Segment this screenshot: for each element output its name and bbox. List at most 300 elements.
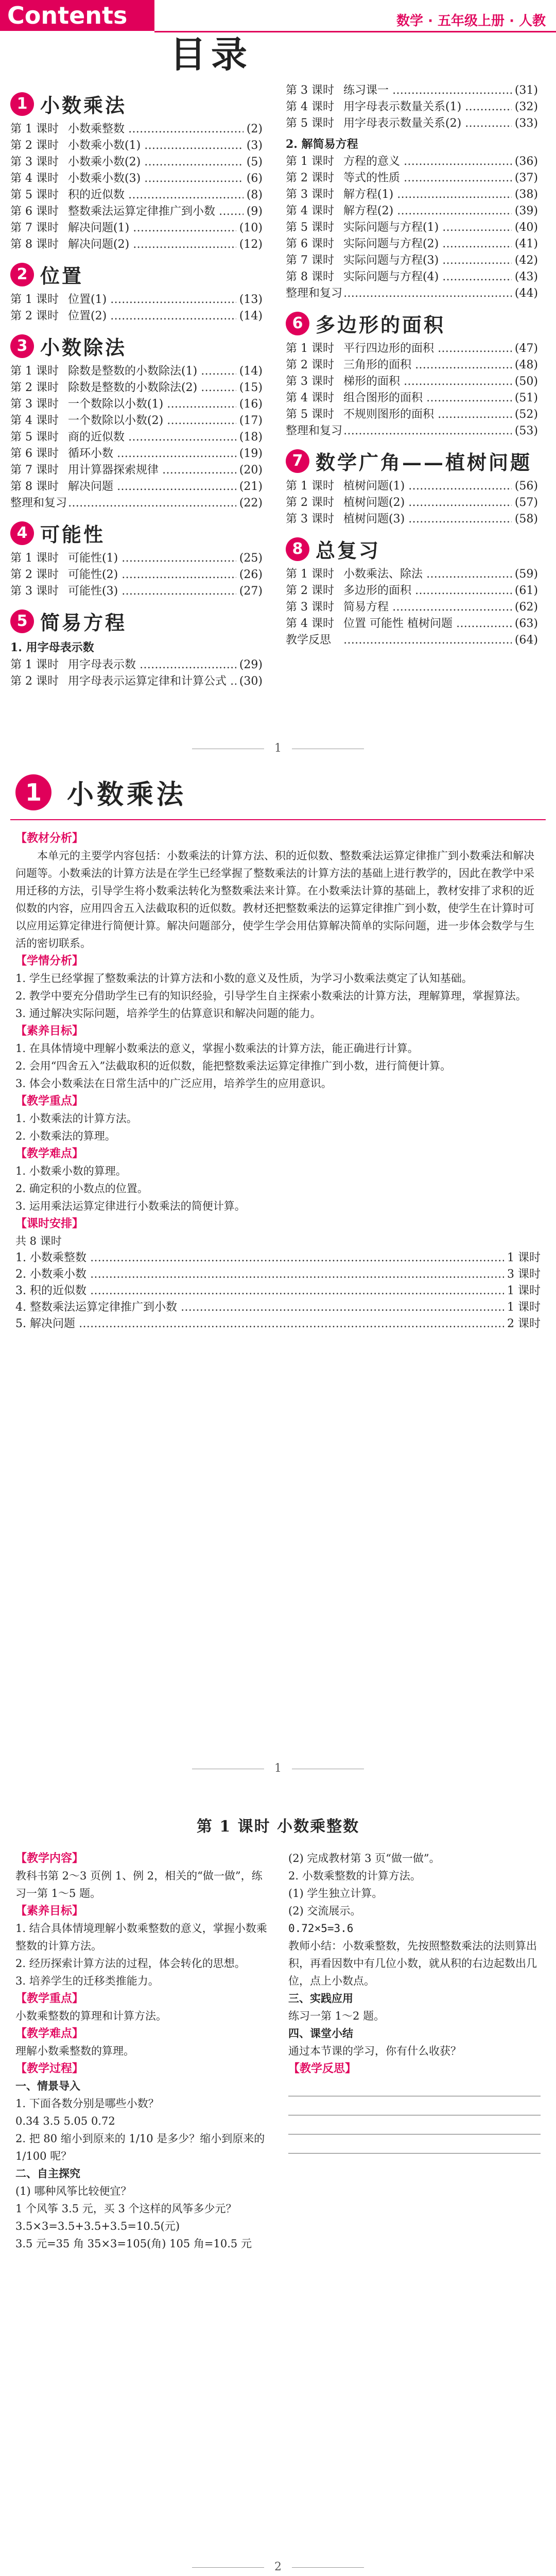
toc-page-number: (39) <box>514 205 538 217</box>
section-heading: 【教学内容】 <box>15 1852 84 1865</box>
unit-number: 7 <box>286 449 309 473</box>
paragraph: 1. 小数乘小数的算理。 <box>15 1165 127 1177</box>
toc-lesson-label: 第 1 课时 <box>10 365 59 378</box>
toc-lesson-label: 第 2 课时 <box>10 675 59 688</box>
toc-entry[interactable] <box>10 204 263 220</box>
schedule-row <box>15 1250 541 1266</box>
paragraph: 三、实践应用 <box>288 1992 353 2005</box>
toc-entry[interactable] <box>10 462 263 479</box>
toc-lesson-title: 商的近似数 …………………………………………………………………………………………………………………………… <box>68 429 236 446</box>
toc-lesson-label: 第 2 课时 <box>286 359 334 371</box>
toc-lesson-label: 第 4 课时 <box>10 414 59 427</box>
toc-page-number: (17) <box>239 414 263 427</box>
toc-lesson-title: 小数乘小数(1) …………………………………………………………………………………………………………………………… <box>68 138 244 154</box>
paragraph: 3.5 元=35 角 35×3=105(角) 105 角=10.5 元 <box>15 2238 252 2250</box>
schedule-hours: 1 课时 <box>507 1301 541 1314</box>
toc-lesson-title: 梯形的面积 …………………………………………………………………………………………………………………………… <box>343 374 512 390</box>
toc-unit <box>10 260 263 289</box>
toc-page-number: (9) <box>246 205 263 218</box>
toc-lesson-label: 第 3 课时 <box>286 601 334 614</box>
paragraph: 2. 把 80 缩小到原来的 1/10 是多少？缩小到原来的 1/100 呢？ <box>15 2132 265 2162</box>
toc-page-number: (44) <box>514 287 538 300</box>
toc-lesson-title: 植树问题(2) …………………………………………………………………………………………………………………………… <box>343 495 512 511</box>
schedule-topic: 4. 整数乘法运算定律推广到小数 …………………………………………………………………………………………………………………………… <box>15 1299 504 1316</box>
toc-entry[interactable] <box>286 423 538 439</box>
toc-entry[interactable] <box>10 121 263 138</box>
toc-lesson-label: 整理和复习 <box>286 287 343 300</box>
toc-page-number: (13) <box>239 293 263 306</box>
toc-lesson-label: 第 6 课时 <box>10 205 59 218</box>
unit-number: 5 <box>10 609 34 633</box>
toc-entry[interactable] <box>286 115 538 132</box>
unit-number: 1 <box>10 92 34 116</box>
schedule-topic: 5. 解决问题 …………………………………………………………………………………………………………………………… <box>15 1316 504 1332</box>
toc-page-number: (5) <box>246 156 263 168</box>
unit-title: 数学广角——植树问题 <box>316 451 532 474</box>
toc-right-column <box>286 82 538 649</box>
unit-title: 小数乘法 <box>40 94 127 117</box>
toc-lesson-title <box>68 495 236 512</box>
toc-entry[interactable] <box>286 599 538 616</box>
toc-entry[interactable] <box>286 82 538 99</box>
toc-lesson-title: 可能性(3) …………………………………………………………………………………………………………………………… <box>68 583 236 600</box>
toc-page-number: (53) <box>514 425 538 437</box>
toc-entry[interactable] <box>10 673 263 690</box>
unit-title: 简易方程 <box>40 611 127 634</box>
toc-lesson-label: 教学反思 <box>286 634 332 647</box>
toc-entry[interactable] <box>286 252 538 269</box>
section-heading: 【学情分析】 <box>15 954 84 968</box>
toc-entry[interactable] <box>286 341 538 357</box>
section-heading: 【教学过程】 <box>15 2062 84 2075</box>
toc-entry[interactable] <box>286 99 538 115</box>
paragraph: 理解小数乘整数的算理。 <box>15 2045 134 2057</box>
toc-lesson-title: 多边形的面积 …………………………………………………………………………………………………………………………… <box>343 583 512 599</box>
section-heading: 【教学难点】 <box>15 2027 84 2040</box>
toc-lesson-label: 第 3 课时 <box>286 84 334 97</box>
toc-entry[interactable] <box>286 203 538 219</box>
toc-lesson-title: 整数乘法运算定律推广到小数 …………………………………………………………………………………………………………………………… <box>68 204 244 220</box>
toc-entry[interactable] <box>286 406 538 423</box>
schedule-row <box>15 1266 541 1283</box>
toc-lesson-label: 第 2 课时 <box>286 584 334 597</box>
toc-left-column <box>10 82 263 690</box>
toc-lesson-label: 第 1 课时 <box>286 480 334 493</box>
unit-title: 小数除法 <box>40 336 127 359</box>
toc-page-number: (51) <box>514 392 538 404</box>
paragraph: 1 个风筝 3.5 元，买 3 个这样的风筝多少元？ <box>15 2202 237 2215</box>
toc-lesson-title: 解决问题(1) …………………………………………………………………………………………………………………………… <box>68 220 236 236</box>
toc-lesson-title: 实际问题与方程(1) …………………………………………………………………………………………………………………………… <box>343 219 512 236</box>
toc-lesson-title: 用字母表示数 …………………………………………………………………………………………………………………………… <box>68 657 236 673</box>
unit-number: 6 <box>286 312 309 335</box>
toc-lesson-title: 实际问题与方程(4) …………………………………………………………………………………………………………………………… <box>343 269 512 285</box>
toc-page-number: (33) <box>514 117 538 130</box>
schedule-topic: 1. 小数乘整数 …………………………………………………………………………………………………………………………… <box>15 1250 504 1266</box>
toc-page-number: (56) <box>514 480 538 493</box>
toc-lesson-title: 位置 可能性 植树问题 …………………………………………………………………………………………………………………………… <box>343 616 512 632</box>
section-heading: 【教材分析】 <box>15 832 84 845</box>
paragraph: 2. 经历探索计算方法的过程，体会转化的思想。 <box>15 1957 246 1970</box>
toc-entry[interactable] <box>10 363 263 380</box>
schedule-list <box>15 1250 541 1332</box>
toc-entry[interactable] <box>286 478 538 495</box>
unit-title: 总复习 <box>316 539 381 562</box>
paragraph: 0.34 3.5 5.05 0.72 <box>15 2115 115 2127</box>
toc-lesson-title: 解方程(2) …………………………………………………………………………………………………………………………… <box>343 203 512 219</box>
toc-page-number: (25) <box>239 552 263 565</box>
toc-lesson-title: 平行四边形的面积 …………………………………………………………………………………………………………………………… <box>343 341 512 357</box>
toc-entry[interactable] <box>286 219 538 236</box>
toc-page-number: (6) <box>246 172 263 185</box>
paragraph: (2) 完成教材第 3 页“做一做”。 <box>288 1852 440 1865</box>
toc-entry[interactable] <box>10 220 263 236</box>
toc-unit <box>10 607 263 635</box>
unit-number: 3 <box>10 334 34 358</box>
paragraph: 一、情景导入 <box>15 2079 80 2092</box>
toc-lesson-title: 用字母表示数量关系(2) …………………………………………………………………………………………………………………………… <box>343 115 512 132</box>
toc-lesson-label: 第 5 课时 <box>286 221 334 234</box>
paragraph: (1) 学生独立计算。 <box>288 1887 383 1900</box>
schedule-row <box>15 1316 541 1332</box>
toc-entry[interactable] <box>10 429 263 446</box>
toc-page-number: (43) <box>514 270 538 283</box>
series-label: 数学 · 五年级上册 · 人教 <box>396 13 546 29</box>
toc-entry[interactable] <box>10 396 263 413</box>
toc-lesson-title: 练习课一 …………………………………………………………………………………………………………………………… <box>343 82 512 99</box>
toc-lesson-label: 第 3 课时 <box>10 156 59 168</box>
toc-page-number: (10) <box>239 222 263 234</box>
toc-unit <box>10 519 263 547</box>
toc-page-number: (14) <box>239 310 263 323</box>
toc-page-number: (20) <box>239 464 263 477</box>
toc-page-number: (48) <box>514 359 538 371</box>
paragraph: 3.5×3=3.5+3.5+3.5=10.5(元) <box>15 2220 180 2232</box>
toc-page-number: (29) <box>239 658 263 671</box>
section-heading: 【素养目标】 <box>15 1024 84 1038</box>
toc-lesson-label: 第 8 课时 <box>10 238 59 251</box>
toc-lesson-title: 等式的性质 …………………………………………………………………………………………………………………………… <box>343 170 512 187</box>
chapter-number: 1 <box>15 774 51 810</box>
page-title: 目录 <box>170 33 252 76</box>
paragraph: 1. 在具体情境中理解小数乘法的意义，掌握小数乘法的计算方法，能正确进行计算。 <box>15 1042 419 1055</box>
toc-lesson-label: 第 5 课时 <box>286 117 334 130</box>
toc-lesson-label: 第 3 课时 <box>10 398 59 411</box>
toc-lesson-title <box>343 285 512 302</box>
toc-page-number: (26) <box>239 568 263 581</box>
schedule-hours: 1 课时 <box>507 1251 541 1264</box>
paragraph: 2. 会用“四舍五入”法截取积的近似数，能把整数乘法运算定律推广到小数，进行简便计算。 <box>15 1060 451 1072</box>
toc-lesson-label: 第 3 课时 <box>286 188 334 201</box>
toc-lesson-title: 简易方程 …………………………………………………………………………………………………………………………… <box>343 599 512 616</box>
toc-entry[interactable] <box>286 632 538 649</box>
toc-unit <box>286 447 538 475</box>
toc-page-number: (36) <box>514 155 538 168</box>
toc-entry[interactable] <box>286 511 538 528</box>
schedule-topic: 2. 小数乘小数 …………………………………………………………………………………………………………………………… <box>15 1266 504 1283</box>
toc-page-number: (57) <box>514 496 538 509</box>
schedule-row <box>15 1299 541 1316</box>
toc-entry[interactable] <box>10 308 263 325</box>
lesson1-left-column <box>15 1850 273 2252</box>
section-heading: 【教学反思】 <box>288 2062 357 2075</box>
toc-lesson-title: 除数是整数的小数除法(2) …………………………………………………………………………………………………………………………… <box>68 380 236 396</box>
schedule-row <box>15 1283 541 1299</box>
schedule-hours: 2 课时 <box>507 1317 541 1330</box>
toc-page-number: (50) <box>514 375 538 388</box>
toc-page-number: (14) <box>239 365 263 378</box>
reflection-lines <box>288 2077 541 2154</box>
toc-entry[interactable] <box>10 171 263 187</box>
toc-entry[interactable] <box>286 170 538 187</box>
toc-unit <box>286 309 538 337</box>
toc-page-number: (64) <box>514 634 538 647</box>
paragraph: 2. 小数乘法的算理。 <box>15 1130 116 1142</box>
toc-page-number: (16) <box>239 398 263 411</box>
toc-lesson-title <box>343 632 512 649</box>
toc-lesson-label: 第 5 课时 <box>286 408 334 421</box>
toc-lesson-title: 一个数除以小数(1) …………………………………………………………………………………………………………………………… <box>68 396 236 413</box>
toc-page-number: (31) <box>514 84 538 97</box>
toc-entry[interactable] <box>10 495 263 512</box>
toc-lesson-label: 第 1 课时 <box>10 293 59 306</box>
toc-lesson-title: 位置(2) …………………………………………………………………………………………………………………………… <box>68 308 236 325</box>
toc-page-number: (47) <box>514 342 538 355</box>
paragraph: 1. 结合具体情境理解小数乘整数的意义，掌握小数乘整数的计算方法。 <box>15 1922 267 1952</box>
toc-lesson-label: 第 7 课时 <box>10 464 59 477</box>
toc-entry[interactable] <box>10 567 263 583</box>
toc-page-number: (61) <box>514 584 538 597</box>
toc-entry[interactable] <box>286 566 538 583</box>
toc-entry[interactable] <box>286 390 538 406</box>
toc-entry[interactable] <box>10 380 263 396</box>
toc-lesson-title: 可能性(1) …………………………………………………………………………………………………………………………… <box>68 550 236 567</box>
paragraph: 四、课堂小结 <box>288 2027 353 2040</box>
paragraph: 3. 运用乘法运算定律进行小数乘法的简便计算。 <box>15 1200 246 1212</box>
toc-page-number: (38) <box>514 188 538 201</box>
toc-lesson-label: 第 6 课时 <box>10 447 59 460</box>
toc-lesson-label: 第 2 课时 <box>286 172 334 184</box>
toc-page-number: (19) <box>239 447 263 460</box>
toc-page-number: (18) <box>239 431 263 444</box>
toc-entry[interactable] <box>10 187 263 204</box>
page-number: 2 <box>0 2561 556 2573</box>
toc-entry[interactable] <box>10 138 263 154</box>
page-number: 1 <box>0 1762 556 1775</box>
toc-lesson-label: 第 5 课时 <box>10 431 59 444</box>
toc-lesson-title: 三角形的面积 …………………………………………………………………………………………………………………………… <box>343 357 512 374</box>
toc-entry[interactable] <box>10 446 263 462</box>
unit-title: 可能性 <box>40 523 106 546</box>
toc-lesson-label: 第 3 课时 <box>286 375 334 388</box>
toc-lesson-label: 第 5 课时 <box>10 189 59 201</box>
toc-lesson-title <box>343 423 512 439</box>
toc-unit <box>10 90 263 118</box>
toc-entry[interactable] <box>10 583 263 600</box>
toc-lesson-label: 第 2 课时 <box>10 381 59 394</box>
paragraph: 通过本节课的学习，你有什么收获？ <box>288 2045 461 2057</box>
toc-lesson-title: 积的近似数 …………………………………………………………………………………………………………………………… <box>68 187 244 204</box>
section-heading: 【教学重点】 <box>15 1094 84 1108</box>
toc-lesson-label: 第 2 课时 <box>10 139 59 152</box>
toc-page-number: (30) <box>239 675 263 688</box>
toc-page-number: (32) <box>514 100 538 113</box>
toc-lesson-title: 解方程(1) …………………………………………………………………………………………………………………………… <box>343 187 512 203</box>
toc-lesson-title: 可能性(2) …………………………………………………………………………………………………………………………… <box>68 567 236 583</box>
toc-lesson-label: 第 4 课时 <box>286 100 334 113</box>
toc-subsection: 1. 用字母表示数 <box>10 641 94 654</box>
toc-lesson-title: 解决问题(2) …………………………………………………………………………………………………………………………… <box>68 236 236 253</box>
section-heading: 【教学重点】 <box>15 1992 84 2005</box>
toc-page-number: (59) <box>514 568 538 581</box>
toc-page-number: (42) <box>514 254 538 267</box>
toc-page-number: (58) <box>514 513 538 526</box>
toc-entry[interactable] <box>10 479 263 495</box>
toc-lesson-title: 方程的意义 …………………………………………………………………………………………………………………………… <box>343 154 512 170</box>
paragraph: 教科书第 2～3 页例 1、例 2，相关的“做一做”，练习一第 1～5 题。 <box>15 1870 263 1900</box>
unit-number: 8 <box>286 537 309 561</box>
paragraph: 3. 培养学生的迁移类推能力。 <box>15 1975 159 1987</box>
paragraph: 2. 小数乘整数的计算方法。 <box>288 1870 421 1882</box>
paragraph: 2. 确定积的小数点的位置。 <box>15 1182 148 1195</box>
toc-subsection: 2. 解简易方程 <box>286 138 358 151</box>
chapter-header <box>15 773 186 811</box>
paragraph: 3. 通过解决实际问题，培养学生的估算意识和解决问题的能力。 <box>15 1007 321 1020</box>
toc-entry[interactable] <box>10 292 263 308</box>
unit-number: 2 <box>10 263 34 286</box>
toc-entry[interactable] <box>286 269 538 285</box>
paragraph: 3. 体会小数乘法在日常生活中的广泛应用，培养学生的应用意识。 <box>15 1077 332 1090</box>
toc-entry[interactable] <box>286 285 538 302</box>
toc-lesson-label: 第 1 课时 <box>286 568 334 581</box>
section-heading: 【教学难点】 <box>15 1147 84 1160</box>
toc-lesson-label: 整理和复习 <box>286 425 343 437</box>
toc-entry[interactable] <box>10 236 263 253</box>
toc-lesson-label: 第 8 课时 <box>10 480 59 493</box>
contents-label: Contents <box>0 0 136 31</box>
toc-entry[interactable] <box>286 357 538 374</box>
toc-entry[interactable] <box>286 154 538 170</box>
toc-lesson-label: 第 1 课时 <box>10 123 59 135</box>
toc-page-number: (22) <box>239 497 263 510</box>
toc-lesson-title: 组合图形的面积 …………………………………………………………………………………………………………………………… <box>343 390 512 406</box>
toc-lesson-label: 第 4 课时 <box>286 392 334 404</box>
toc-lesson-title: 解决问题 …………………………………………………………………………………………………………………………… <box>68 479 236 495</box>
toc-lesson-title: 位置(1) …………………………………………………………………………………………………………………………… <box>68 292 236 308</box>
toc-entry[interactable] <box>286 495 538 511</box>
lesson-title: 第 1 课时 小数乘整数 <box>196 1818 360 1836</box>
section-heading: 【素养目标】 <box>15 1904 84 1918</box>
paragraph: 练习一第 1～2 题。 <box>288 2010 385 2022</box>
paragraph: 1. 下面各数分别是哪些小数？ <box>15 2097 159 2110</box>
paragraph: 教师小结：小数乘整数，先按照整数乘法的法则算出积，再看因数中有几位小数，就从积的右边起数出几位，点上小数点。 <box>288 1940 537 1987</box>
paragraph: 1. 学生已经掌握了整数乘法的计算方法和小数的意义及性质，为学习小数乘法奠定了认知基础。 <box>15 972 473 985</box>
toc-lesson-title: 一个数除以小数(2) …………………………………………………………………………………………………………………………… <box>68 413 236 429</box>
toc-lesson-title: 用字母表示运算定律和计算公式 …………………………………………………………………………………………………………………………… <box>68 673 236 690</box>
page-number: 1 <box>0 742 556 755</box>
toc-lesson-title: 植树问题(3) …………………………………………………………………………………………………………………………… <box>343 511 512 528</box>
toc-page-number: (63) <box>514 617 538 630</box>
toc-lesson-label: 第 2 课时 <box>286 496 334 509</box>
toc-entry[interactable] <box>286 616 538 632</box>
toc-lesson-label: 第 3 课时 <box>10 585 59 598</box>
toc-unit <box>286 535 538 563</box>
toc-entry[interactable] <box>10 413 263 429</box>
paragraph: 0.72×5=3.6 <box>288 1922 354 1935</box>
toc-lesson-title: 循环小数 …………………………………………………………………………………………………………………………… <box>68 446 236 462</box>
toc-entry[interactable] <box>286 236 538 252</box>
lesson1-right-column <box>288 1850 541 2154</box>
toc-lesson-title: 小数乘整数 …………………………………………………………………………………………………………………………… <box>68 121 244 138</box>
toc-page-number: (21) <box>239 480 263 493</box>
toc-page-number: (40) <box>514 221 538 234</box>
paragraph: 1. 小数乘法的计算方法。 <box>15 1112 137 1125</box>
toc-lesson-label: 第 2 课时 <box>10 310 59 323</box>
toc-lesson-label: 第 8 课时 <box>286 270 334 283</box>
toc-entry[interactable] <box>10 550 263 567</box>
toc-page-number: (3) <box>246 139 263 152</box>
toc-lesson-title: 不规则图形的面积 …………………………………………………………………………………………………………………………… <box>343 406 512 423</box>
toc-lesson-label: 第 4 课时 <box>286 205 334 217</box>
schedule-topic: 3. 积的近似数 …………………………………………………………………………………………………………………………… <box>15 1283 504 1299</box>
toc-lesson-label: 第 7 课时 <box>286 254 334 267</box>
chapter-rule <box>10 819 546 820</box>
unit-title: 多边形的面积 <box>316 313 446 336</box>
paragraph: 二、自主探究 <box>15 2167 80 2180</box>
toc-entry[interactable] <box>10 154 263 171</box>
unit-title: 位置 <box>40 264 84 287</box>
toc-page-number: (12) <box>239 238 263 251</box>
toc-unit <box>10 332 263 360</box>
toc-lesson-label: 整理和复习 <box>10 497 67 510</box>
unit-number: 4 <box>10 521 34 545</box>
paragraph: 2. 教学中要充分借助学生已有的知识经验，引导学生自主探索小数乘法的计算方法，理解算理，掌握算法。 <box>15 990 527 1002</box>
paragraph: 小数乘整数的算理和计算方法。 <box>15 2010 167 2022</box>
toc-lesson-label: 第 2 课时 <box>10 568 59 581</box>
toc-lesson-label: 第 1 课时 <box>286 342 334 355</box>
toc-lesson-title: 除数是整数的小数除法(1) …………………………………………………………………………………………………………………………… <box>68 363 236 380</box>
unit-plan <box>15 829 541 1332</box>
paragraph: 共 8 课时 <box>15 1235 62 1247</box>
schedule-hours: 1 课时 <box>507 1284 541 1297</box>
toc-lesson-title: 实际问题与方程(3) …………………………………………………………………………………………………………………………… <box>343 252 512 269</box>
schedule-hours: 3 课时 <box>507 1268 541 1281</box>
toc-page-number: (15) <box>239 381 263 394</box>
chapter-title: 小数乘法 <box>67 779 187 810</box>
toc-lesson-label: 第 3 课时 <box>286 513 334 526</box>
toc-lesson-label: 第 6 课时 <box>286 238 334 250</box>
toc-entry[interactable] <box>10 657 263 673</box>
toc-lesson-title: 植树问题(1) …………………………………………………………………………………………………………………………… <box>343 478 512 495</box>
toc-entry[interactable] <box>286 583 538 599</box>
paragraph: (2) 交流展示。 <box>288 1905 361 1917</box>
toc-lesson-label: 第 4 课时 <box>286 617 334 630</box>
toc-page-number: (2) <box>246 123 263 135</box>
toc-page-number: (37) <box>514 172 538 184</box>
paragraph: 本单元的主要学内容包括：小数乘法的计算方法、积的近似数、整数乘法运算定律推广到小数乘法和解决问题等。小数乘法的计算方法是在学生已经掌握了整数乘法的计算方法的基础上进行教学的，因此在教学中采用迁移的方法，引导学生将小数乘法转化为整数乘法来计算。在小数乘法计算的基础上，教材安排了求积的近似数的内容，应用四舍五入法截取积的近似数。教材还把整数乘法的运算定律推广到小数，使学生在计算时可以应用运算定律进行简便计算。解决问题部分，使学生学会用估算解决简单的实际问题，进一步体会数学与生活的密切联系。 <box>15 850 534 950</box>
toc-entry[interactable] <box>286 374 538 390</box>
paragraph: (1) 哪种风筝比较便宜？ <box>15 2185 132 2197</box>
toc-page-number: (8) <box>246 189 263 201</box>
toc-lesson-title: 实际问题与方程(2) …………………………………………………………………………………………………………………………… <box>343 236 512 252</box>
toc-lesson-title: 用字母表示数量关系(1) …………………………………………………………………………………………………………………………… <box>343 99 512 115</box>
toc-lesson-title: 小数乘法、除法 …………………………………………………………………………………………………………………………… <box>343 566 512 583</box>
toc-page-number: (41) <box>514 238 538 250</box>
toc-lesson-title: 小数乘小数(2) …………………………………………………………………………………………………………………………… <box>68 154 244 171</box>
toc-page-number: (27) <box>239 585 263 598</box>
toc-lesson-label: 第 1 课时 <box>10 552 59 565</box>
toc-entry[interactable] <box>286 187 538 203</box>
